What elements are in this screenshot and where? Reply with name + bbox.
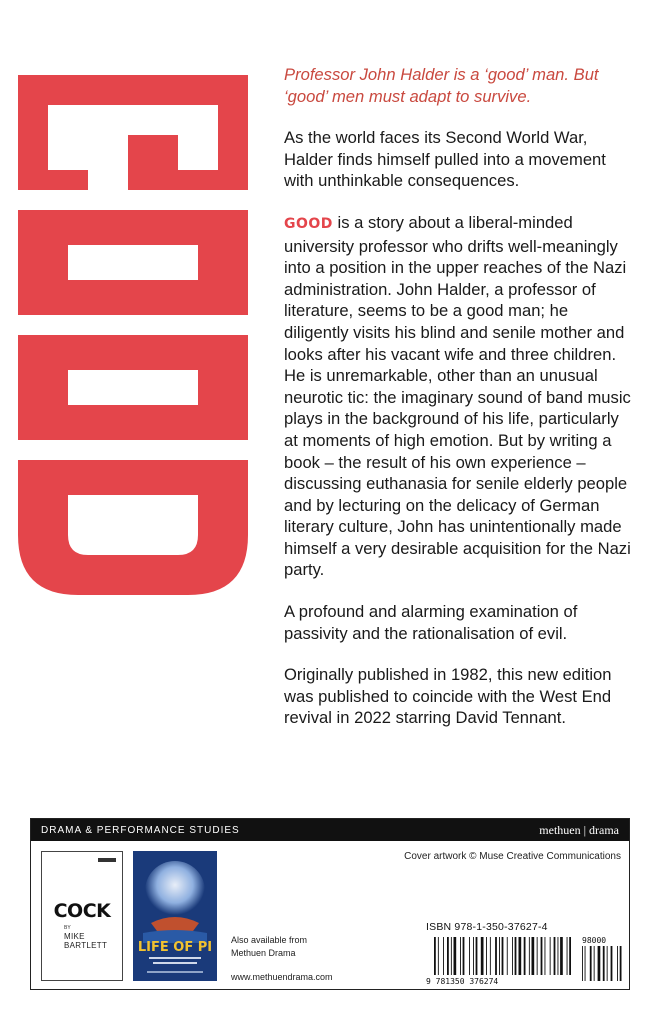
barcode-bar — [541, 937, 543, 975]
barcode-bar — [545, 937, 546, 975]
barcode-addon-bar — [594, 946, 595, 981]
isbn-label: ISBN 978-1-350-37627-4 — [426, 921, 548, 933]
publisher-mark — [98, 858, 116, 862]
barcode-bar — [454, 937, 457, 975]
barcode-addon-bar — [611, 946, 613, 981]
barcode-bar — [486, 937, 487, 975]
book-title-life-of-pi: LIFE OF PI — [137, 940, 213, 955]
barcode-bar — [507, 937, 508, 975]
barcode-bar — [495, 937, 497, 975]
barcode-addon-bar — [607, 946, 608, 981]
barcode-bar — [529, 937, 530, 975]
barcode-bar — [554, 937, 556, 975]
barcode-addon-bar — [598, 946, 601, 981]
barcode-bar — [499, 937, 500, 975]
barcode-bar — [469, 937, 470, 975]
letter-d-shape — [18, 460, 248, 595]
publisher-website: www.methuendrama.com — [231, 972, 333, 982]
barcode-bar — [512, 937, 513, 975]
letter-g-shape — [18, 75, 248, 190]
book-title-cock: COCK — [53, 900, 111, 922]
letter-o-shape-2 — [18, 335, 248, 440]
barcode-bar — [532, 937, 535, 975]
barcode-bar — [473, 937, 474, 975]
book-thumbnail-life-of-pi — [133, 851, 217, 981]
blurb-paragraph-2 — [284, 212, 634, 581]
letter-o-shape-1 — [18, 210, 248, 315]
barcode-bar — [481, 937, 484, 975]
category-band — [31, 819, 629, 841]
barcode-bar — [443, 937, 444, 975]
book-by-label: BY — [64, 925, 71, 931]
publisher-logo — [539, 823, 619, 838]
barcode-bar — [569, 937, 571, 975]
barcode-bar — [490, 937, 491, 975]
barcode-bar — [438, 937, 439, 975]
barcode-bar — [524, 937, 526, 975]
barcode-bar — [537, 937, 538, 975]
barcode-addon-bar — [603, 946, 605, 981]
barcode-bar — [451, 937, 452, 975]
cover-credit: Cover artwork © Muse Creative Communications — [404, 851, 621, 862]
blurb-paragraph-4: Originally published in 1982, this new edition was published to coincide with the West End revival in 2022 starring David Tennant. — [284, 665, 612, 728]
barcode-addon-bar — [617, 946, 618, 981]
blurb-paragraph-2-body: is a story about a liberal-minded university professor who drifts well-meaningly into a position in the upper reaches of the Nazi administration. John Halder, a professor of literature, seems to be a good man; he diligently visits his blind and senile mother and looks after his vacant wife and three children. He is unremarkable, other than an unusual neurotic tic: the imaginary sound of band music plays in the background of his life, particularly at moments of high emotion. But by writing a book – the result of his own experience – discussing euthanasia for senile elderly people and by lecturing on the delicacy of German literary culture, John has unintentionally made himself a very desirable acquisition for the Nazi party. — [284, 212, 631, 580]
barcode-bar — [560, 937, 563, 975]
barcode-addon-bar — [582, 946, 583, 981]
barcode-addon-bar — [620, 946, 622, 981]
publisher-name-right: drama — [589, 822, 619, 837]
barcode-bar — [558, 937, 559, 975]
also-available-line-2: Methuen Drama — [231, 948, 296, 958]
barcode-bar — [463, 937, 465, 975]
barcode-digits-main: 9 781350 376274 — [426, 977, 499, 985]
also-available-text — [231, 934, 307, 960]
back-cover-blurb — [284, 64, 634, 749]
barcode-bar — [567, 937, 568, 975]
barcode-bar — [476, 937, 478, 975]
publisher-separator: | — [583, 822, 587, 837]
book-thumbnail-cock — [41, 851, 123, 981]
isbn-barcode — [426, 935, 626, 985]
tagline: Professor John Halder is a ‘good’ man. But ‘good’ men must adapt to survive. — [284, 65, 599, 106]
blurb-paragraph-1: As the world faces its Second World War, Halder finds himself pulled into a movement with unthinkable consequences. — [284, 128, 606, 191]
barcode-bar — [502, 937, 504, 975]
barcode-digits-addon: 98000 — [582, 936, 607, 945]
cover-title-graphic — [8, 65, 258, 605]
barcode-bar — [550, 937, 551, 975]
category-label: DRAMA & PERFORMANCE STUDIES — [41, 824, 240, 836]
barcode-bar — [515, 937, 517, 975]
barcode-addon-bar — [590, 946, 592, 981]
publisher-panel — [30, 818, 630, 990]
also-available-line-1: Also available from — [231, 935, 308, 945]
barcode-bar — [519, 937, 522, 975]
good-inline-title: GOOD — [284, 215, 333, 232]
barcode-bar — [460, 937, 461, 975]
blurb-paragraph-3: A profound and alarming examination of passivity and the rationalisation of evil. — [284, 602, 578, 643]
barcode-bar — [434, 937, 436, 975]
barcode-bar — [447, 937, 449, 975]
publisher-name-left: methuen — [539, 822, 581, 837]
barcode-addon-bar — [585, 946, 586, 981]
book-author-cock: MIKE BARTLETT — [64, 932, 108, 950]
